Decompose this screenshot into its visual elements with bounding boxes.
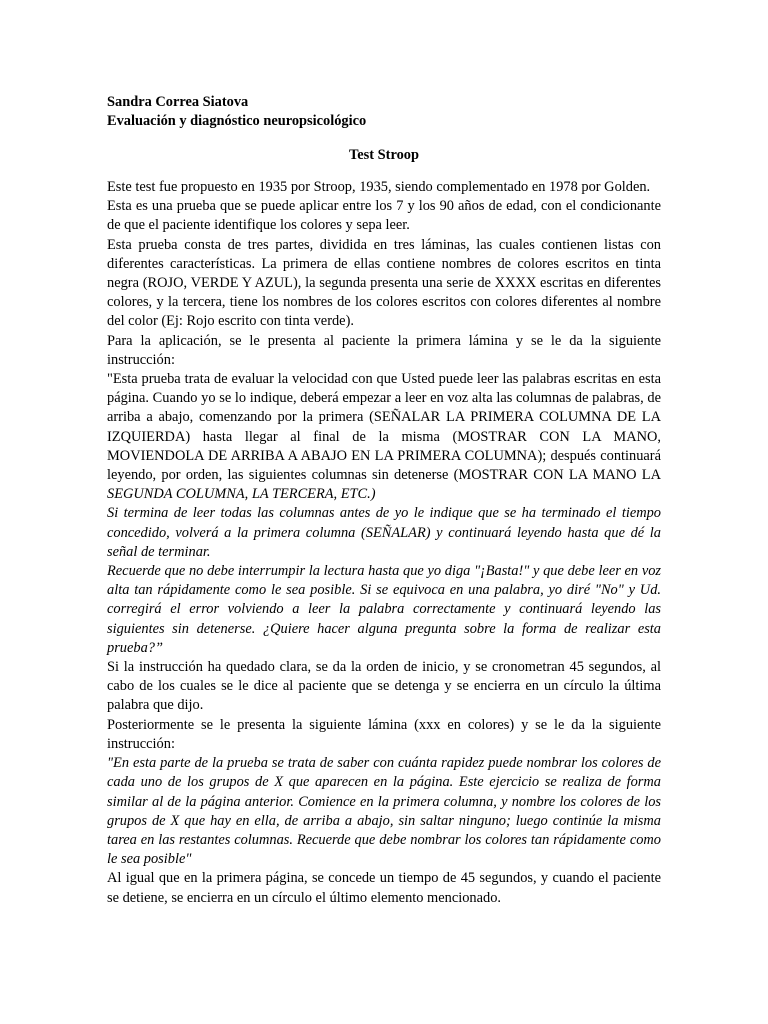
paragraph-instruction-first: [107, 370, 661, 504]
instruction-first-italic: SEGUNDA COLUMNA, LA TERCERA, ETC.): [107, 486, 376, 503]
instruction-first-text: "Esta prueba trata de evaluar la velocidad con que Usted puede leer las palabras escritas en esta página. Cuando yo se lo indique, deberá empezar a leer en voz alta las columnas de palabras, de arriba a abajo, comenzando por la primera (SEÑALAR LA PRIMERA COLUMNA DE LA IZQUIERDA) hasta llegar al final de la misma (MOSTRAR CON LA MANO, MOVIENDOLA DE ARRIBA A ABAJO EN LA PRIMERA COLUMNA); después continuará leyendo, por orden, las siguientes columnas sin detenerse (MOSTRAR CON LA MANO LA: [107, 371, 661, 484]
paragraph-test-parts: Esta prueba consta de tres partes, dividida en tres láminas, las cuales contienen listas con diferentes características. La primera de ellas contiene nombres de colores escritos en tinta negra (ROJO, VERDE Y AZUL), la segunda presenta una serie de XXXX escritas en diferentes colores, y la tercera, tiene los nombres de los colores escritos con colores diferentes al nombre del color (Ej: Rojo escrito con tinta verde).: [107, 236, 661, 330]
paragraph-repeat-columns: Si termina de leer todas las columnas antes de yo le indique que se ha terminado el tiempo concedido, volverá a la primera columna (SEÑALAR) y continuará leyendo hasta que dé la señal de terminar.: [107, 505, 661, 560]
paragraph-second-timing: Al igual que en la primera página, se concede un tiempo de 45 segundos, y cuando el paciente se detiene, se encierra en un círculo el último elemento mencionado.: [107, 870, 661, 906]
paragraph-application: Para la aplicación, se le presenta al paciente la primera lámina y se le da la siguiente instrucción:: [107, 332, 661, 368]
paragraph-reminder: Recuerde que no debe interrumpir la lectura hasta que yo diga "¡Basta!" y que debe leer en voz alta tan rápidamente como le sea posible. Si se equivoca en una palabra, yo diré "No" y Ud. corregirá el error volviendo a leer la palabra correctamente y continuará leyendo las siguientes sin detenerse. ¿Quiere hacer alguna pregunta sobre la forma de realizar esta prueba?”: [107, 563, 661, 656]
author-name: Sandra Correa Siatova: [107, 94, 249, 110]
paragraph-instruction-colors: "En esta parte de la prueba se trata de saber con cuánta rapidez puede nombrar los colores de cada uno de los grupos de X que aparecen en la página. Este ejercicio se realiza de forma similar al de la página anterior. Comience en la primera columna, y nombre los colores de los grupos de X que hay en ella, de arriba a abajo, sin saltar ninguno; luego continúe la misma tarea en las restantes columnas. Recuerde que debe nombrar los colores tan rápidamente como le sea posible": [107, 755, 661, 868]
paragraph-second-sheet: Posteriormente se le presenta la siguiente lámina (xxx en colores) y se le da la siguiente instrucción:: [107, 716, 661, 752]
paragraph-origin: Este test fue propuesto en 1935 por Stroop, 1935, siendo complementado en 1978 por Golden.: [107, 179, 651, 195]
document-title: Test Stroop: [349, 147, 419, 163]
course-subject: Evaluación y diagnóstico neuropsicológico: [107, 113, 367, 129]
document-body: [107, 178, 661, 908]
paragraph-timing: Si la instrucción ha quedado clara, se da la orden de inicio, y se cronometran 45 segundos, al cabo de los cuales se le dice al paciente que se detenga y se encierra en un círculo la última palabra que dijo.: [107, 659, 661, 714]
paragraph-age-range: Esta es una prueba que se puede aplicar entre los 7 y los 90 años de edad, con el condicionante de que el paciente identifique los colores y sepa leer.: [107, 198, 661, 234]
